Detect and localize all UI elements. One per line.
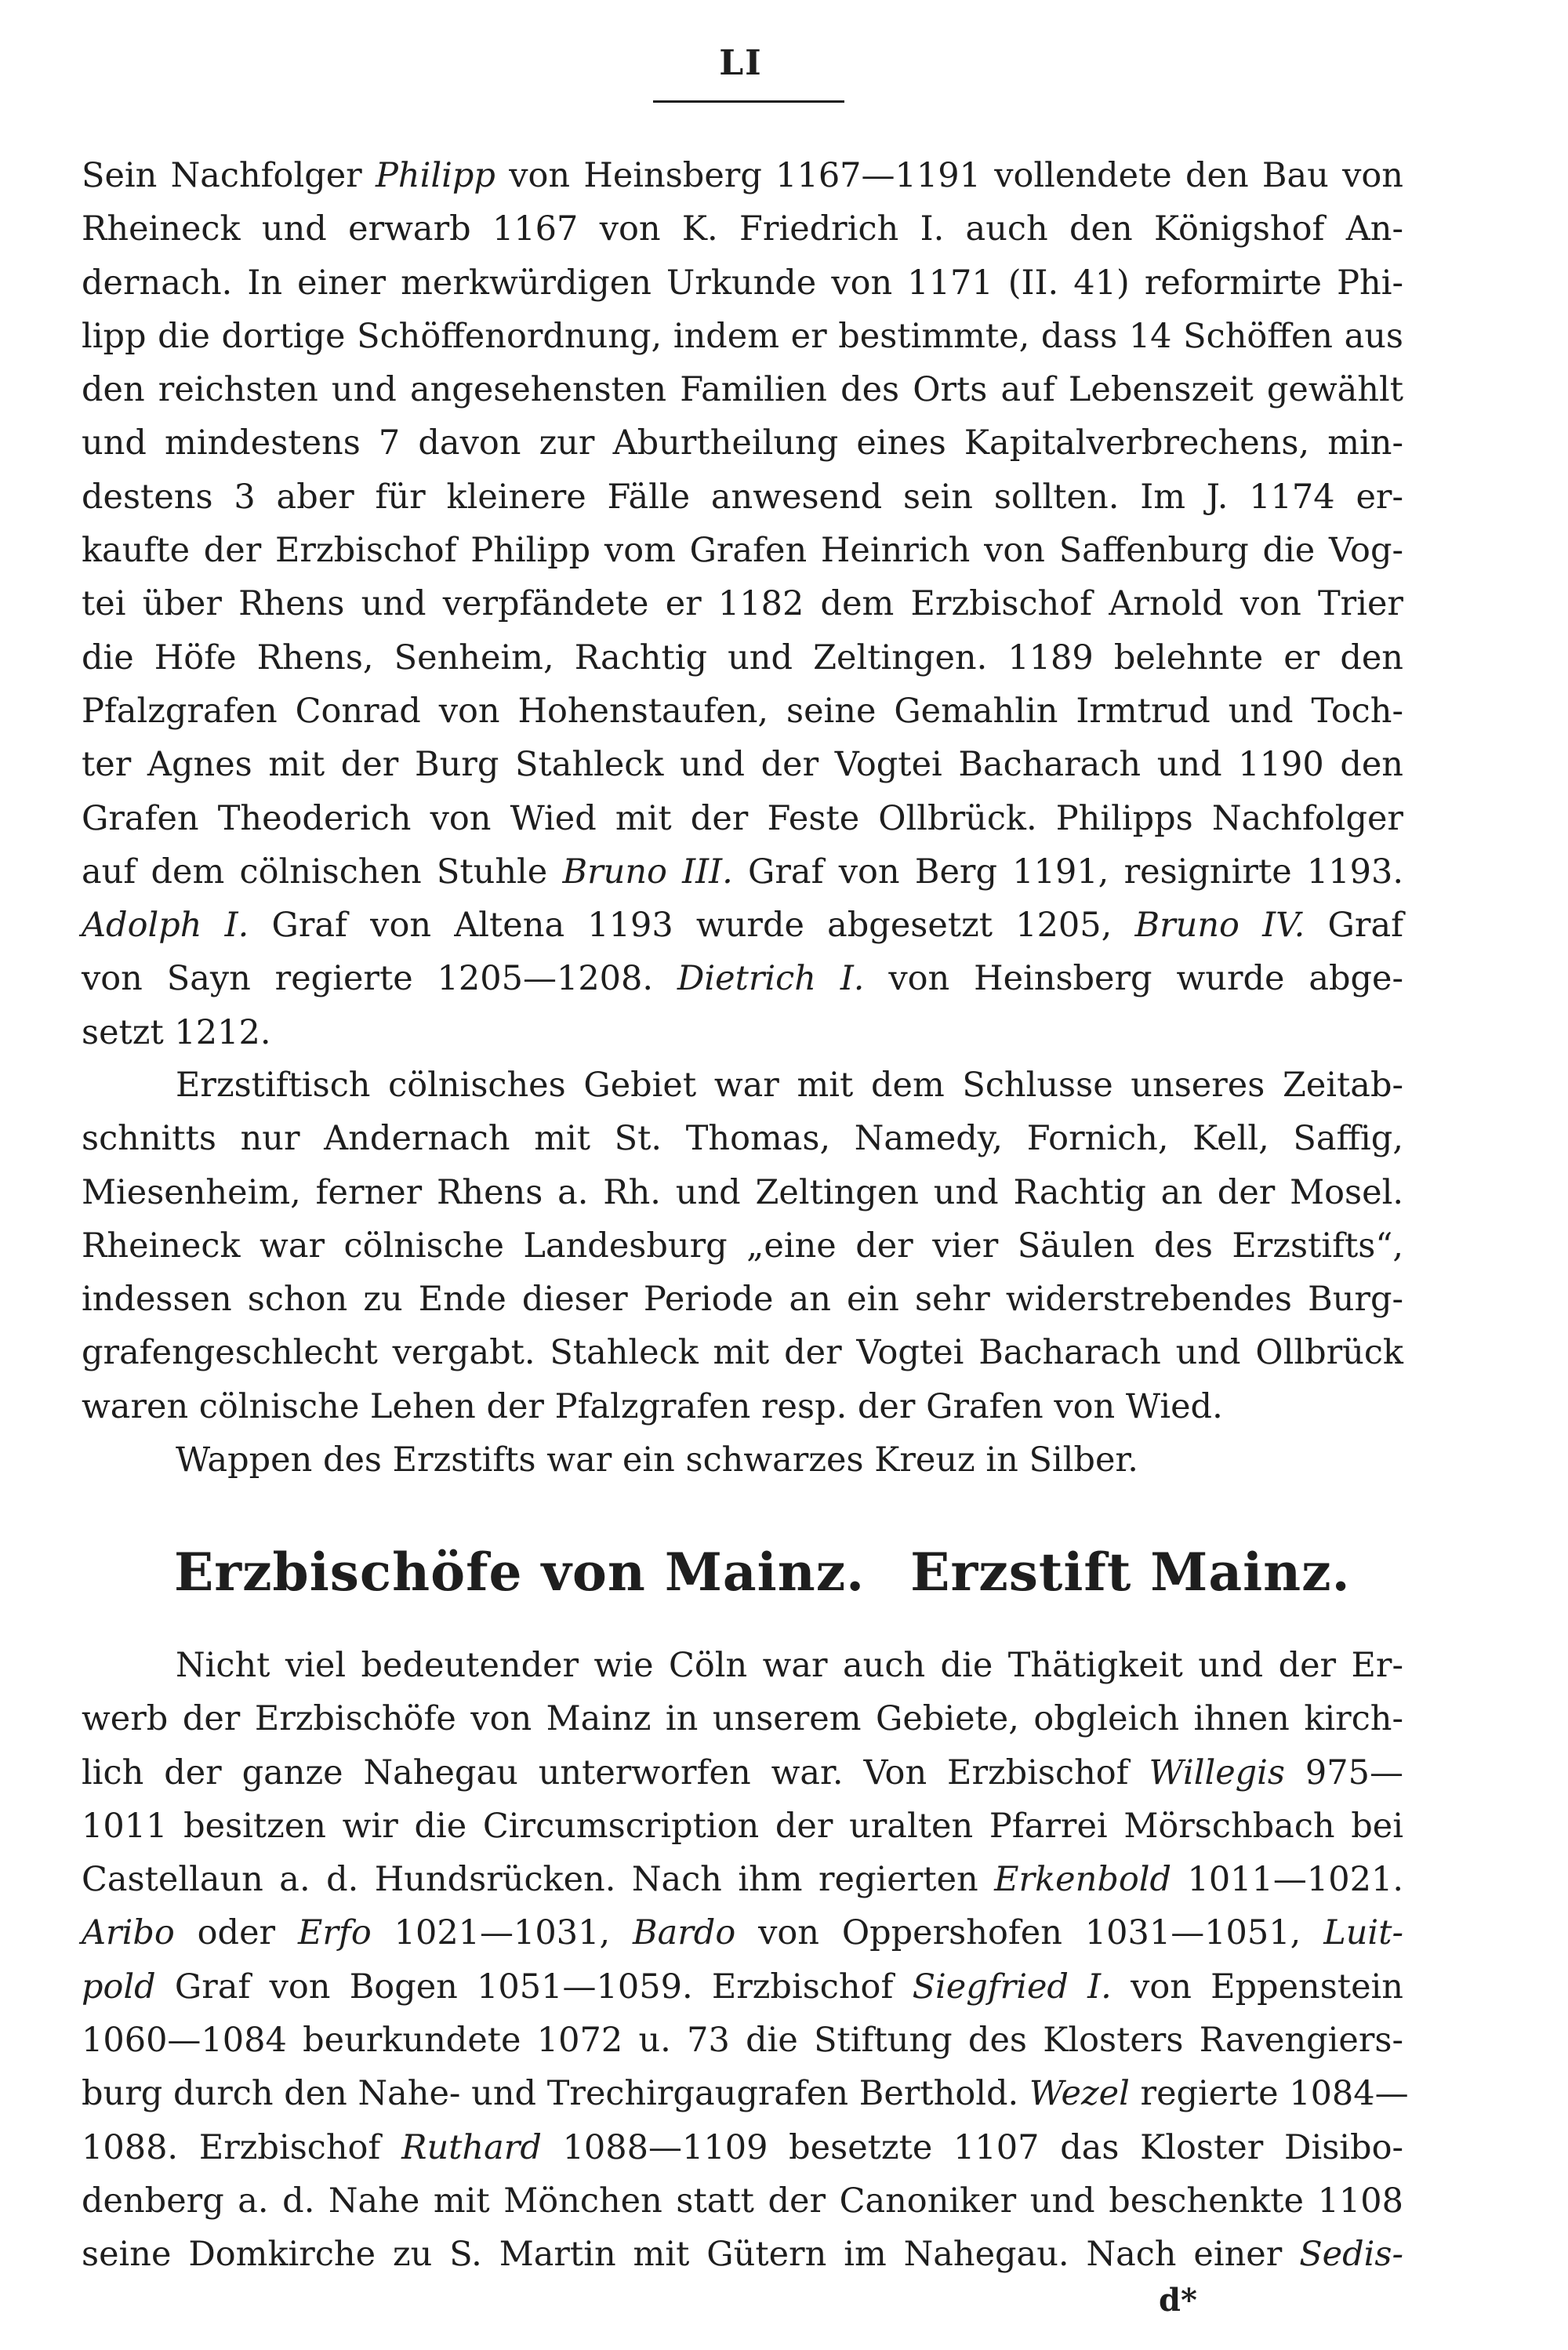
text-segment: Pfalzgrafen Conrad von Hohenstaufen, seine Gemahlin Irmtrud und Toch- — [82, 691, 1403, 731]
text-segment: lich der ganze Nahegau unterworfen war. Von Erzbischof — [82, 1753, 1149, 1792]
text-segment: Grafen Theoderich von Wied mit der Feste Ollbrück. Philipps Nachfolger — [82, 798, 1403, 838]
text-line — [82, 1273, 1403, 1326]
text-segment: von Heinsberg wurde abge- — [864, 959, 1403, 999]
text-line — [82, 1639, 1403, 1692]
text-segment: von Heinsberg 1167—1191 vollendete den Bau von — [495, 156, 1403, 195]
header-rule — [653, 100, 844, 103]
text-segment: Miesenheim, ferner Rhens a. Rh. und Zeltingen und Rachtig an der Mosel. — [82, 1172, 1403, 1212]
text-segment: von Oppershofen 1031—1051, — [735, 1913, 1324, 1953]
heading-archbishops-mainz: Erzbischöfe von Mainz. — [174, 1542, 866, 1603]
text-line — [82, 1219, 1403, 1273]
italic-name: Wezel — [1029, 2074, 1130, 2114]
italic-name: Bardo — [633, 1913, 736, 1953]
text-line — [82, 2121, 1403, 2174]
text-line — [82, 2174, 1403, 2228]
italic-name: Adolph I. — [82, 906, 249, 946]
text-segment: Sein Nachfolger — [82, 156, 376, 195]
signature-mark: d* — [1159, 2282, 1197, 2319]
text-segment: Rheineck war cölnische Landesburg „eine der vier Säulen des Erzstifts“, — [82, 1226, 1403, 1266]
paragraph-cologne-territory — [82, 1059, 1403, 1487]
text-line — [82, 631, 1403, 685]
text-segment: den reichsten und angesehensten Familien des Orts auf Lebenszeit gewählt — [82, 370, 1403, 410]
text-segment: 1021—1031, — [371, 1913, 633, 1953]
text-segment: schnitts nur Andernach mit St. Thomas, Namedy, Fornich, Kell, Saffig, — [82, 1119, 1403, 1159]
italic-name: Dietrich I. — [677, 959, 865, 999]
text-line — [82, 1112, 1403, 1165]
text-segment: lipp die dortige Schöffenordnung, indem er bestimmte, dass 14 Schöffen aus — [82, 316, 1403, 356]
text-line — [82, 256, 1403, 310]
text-line — [82, 1692, 1403, 1745]
text-line — [82, 952, 1403, 1005]
text-segment: auf dem cölnischen Stuhle — [82, 852, 563, 892]
text-segment: 1060—1084 beurkundete 1072 u. 73 die Stiftung des Klosters Ravengiers- — [82, 2021, 1403, 2061]
text-segment: und mindestens 7 davon zur Aburtheilung eines Kapitalverbrechens, min- — [82, 423, 1403, 463]
paragraph-arms: Wappen des Erzstifts war ein schwarzes Kreuz in Silber. — [176, 1440, 1138, 1480]
text-segment: regierte 1084— — [1129, 2074, 1409, 2114]
text-segment: Rheineck und erwarb 1167 von K. Friedrich I. auch den Königshof An- — [82, 209, 1403, 249]
section-heading-mainz — [174, 1542, 1377, 1603]
text-segment: 1011—1021. — [1171, 1860, 1403, 1900]
text-line — [82, 1960, 1403, 2014]
text-line — [82, 1059, 1403, 1112]
text-line — [82, 2067, 1409, 2120]
text-segment: Graf von Bogen 1051—1059. Erzbischof — [155, 1967, 913, 2007]
text-line — [82, 1906, 1403, 1960]
italic-name: pold — [82, 1967, 156, 2007]
italic-name: Willegis — [1149, 1753, 1285, 1792]
italic-name: Ruthard — [401, 2127, 542, 2167]
italic-name: Erkenbold — [994, 1860, 1172, 1900]
italic-name: Philipp — [376, 156, 495, 195]
text-segment: seine Domkirche zu S. Martin mit Gütern im Nahegau. Nach einer — [82, 2235, 1300, 2275]
paragraph-cologne-archbishops — [82, 149, 1403, 1059]
text-segment: tei über Rhens und verpfändete er 1182 dem Erzbischof Arnold von Trier — [82, 584, 1403, 624]
text-line — [82, 1006, 1403, 1059]
italic-name: Sedis- — [1299, 2235, 1403, 2275]
italic-name: Aribo — [82, 1913, 175, 1953]
text-line — [82, 845, 1403, 899]
text-line — [82, 149, 1403, 202]
text-segment: Castellaun a. d. Hundsrücken. Nach ihm regierten — [82, 1860, 995, 1900]
text-line — [82, 1166, 1403, 1219]
text-segment: 1088—1109 besetzte 1107 das Kloster Disibo- — [541, 2127, 1403, 2167]
text-line — [82, 899, 1403, 952]
heading-erzstift-mainz: Erzstift Mainz. — [910, 1542, 1351, 1603]
text-segment: 1011 besitzen wir die Circumscription der uralten Pfarrei Mörschbach bei — [82, 1806, 1403, 1846]
text-segment: von Eppenstein — [1111, 1967, 1403, 2007]
text-segment: werb der Erzbischöfe von Mainz in unserem Gebiete, obgleich ihnen kirch- — [82, 1699, 1403, 1739]
text-line — [82, 1853, 1403, 1906]
text-segment: die Höfe Rhens, Senheim, Rachtig und Zeltingen. 1189 belehnte er den — [82, 637, 1403, 677]
text-segment: kaufte der Erzbischof Philipp vom Grafen Heinrich von Saffenburg die Vog- — [82, 531, 1403, 571]
italic-name: Siegfried I. — [912, 1967, 1112, 2007]
text-segment: waren cölnische Lehen der Pfalzgrafen resp. der Grafen von Wied. — [82, 1386, 1223, 1426]
text-segment: ter Agnes mit der Burg Stahleck und der Vogtei Bacharach und 1190 den — [82, 745, 1403, 785]
text-line — [82, 2228, 1403, 2281]
text-line — [82, 1800, 1403, 1853]
text-segment: setzt 1212. — [82, 1012, 271, 1052]
text-segment: indessen schon zu Ende dieser Periode an ein sehr widerstrebendes Burg- — [82, 1280, 1403, 1320]
text-segment: Graf von Altena 1193 wurde abgesetzt 1205, — [249, 906, 1135, 946]
text-line — [82, 577, 1403, 630]
text-line — [82, 1746, 1403, 1800]
text-segment: burg durch den Nahe- und Trechirgaugrafen Berthold. — [82, 2074, 1029, 2114]
paragraph-mainz-archbishops — [82, 1639, 1409, 2282]
text-line — [82, 685, 1403, 738]
text-line — [82, 1380, 1403, 1433]
text-line — [82, 1326, 1403, 1379]
text-line — [82, 363, 1403, 416]
text-segment: 975— — [1285, 1753, 1403, 1792]
page-number: LI — [719, 43, 763, 83]
text-line — [82, 524, 1403, 577]
text-segment: von Sayn regierte 1205—1208. — [82, 959, 677, 999]
text-segment: oder — [174, 1913, 298, 1953]
text-segment: Graf von Berg 1191, resignirte 1193. — [732, 852, 1403, 892]
text-line — [82, 2014, 1403, 2067]
italic-name: Erfo — [297, 1913, 372, 1953]
text-segment: Nicht viel bedeutender wie Cöln war auch die Thätigkeit und der Er- — [176, 1646, 1403, 1685]
text-line — [82, 202, 1403, 256]
text-segment: Graf — [1305, 906, 1403, 946]
text-segment: 1088. Erzbischof — [82, 2127, 402, 2167]
text-line — [82, 792, 1403, 845]
italic-name: Bruno IV. — [1134, 906, 1305, 946]
italic-name: Bruno III. — [562, 852, 733, 892]
italic-name: Luit- — [1323, 1913, 1403, 1953]
text-line — [82, 416, 1403, 470]
text-line — [82, 310, 1403, 363]
text-line — [82, 470, 1403, 524]
text-segment: dernach. In einer merkwürdigen Urkunde von 1171 (II. 41) reformirte Phi- — [82, 263, 1403, 303]
text-segment: Erzstiftisch cölnisches Gebiet war mit dem Schlusse unseres Zeitab- — [176, 1066, 1403, 1105]
text-line — [82, 738, 1403, 791]
text-segment: denberg a. d. Nahe mit Mönchen statt der Canoniker und beschenkte 1108 — [82, 2181, 1403, 2221]
text-segment: destens 3 aber für kleinere Fälle anwesend sein sollten. Im J. 1174 er- — [82, 477, 1403, 517]
text-segment: grafengeschlecht vergabt. Stahleck mit der Vogtei Bacharach und Ollbrück — [82, 1333, 1403, 1373]
